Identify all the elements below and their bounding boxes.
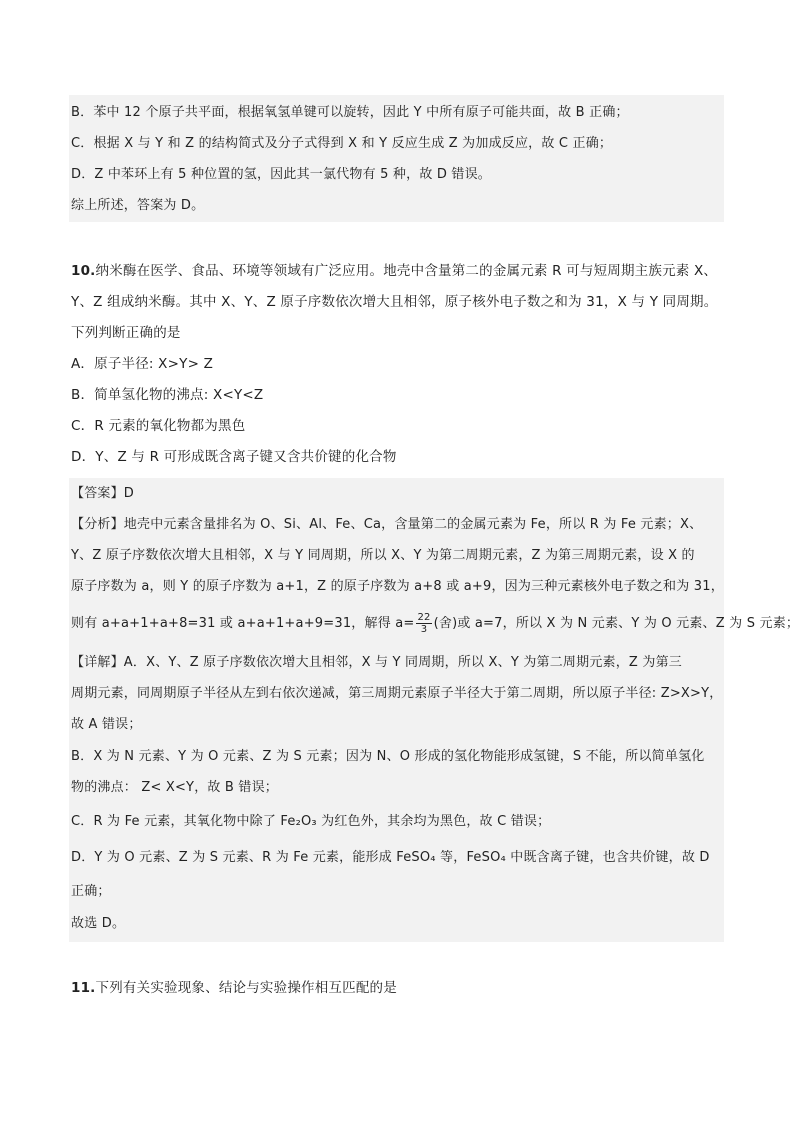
q10-option-d: D．Y、Z 与 R 可形成既含离子键又含共价键的化合物	[71, 449, 397, 465]
prev-analysis-line-d: D．Z 中苯环上有 5 种位置的氢，因此其一氯代物有 5 种，故 D 错误。	[71, 167, 491, 182]
q11-number: 11.	[71, 980, 96, 996]
q10-detail-line-3: 故 A 错误；	[71, 717, 142, 732]
q10-analysis-line-2: Y、Z 原子序数依次增大且相邻，X 与 Y 同周期，所以 X、Y 为第二周期元素，Z 为第三周期元素，设 X 的	[71, 548, 695, 563]
prev-analysis-summary: 综上所述，答案为 D。	[71, 198, 205, 213]
q10-analysis-line-3: 原子序数为 a，则 Y 的原子序数为 a+1，Z 的原子序数为 a+8 或 a+9，因为三种元素核外电子数之和为 31，	[71, 579, 724, 594]
q10-option-c: C．R 元素的氧化物都为黑色	[71, 418, 246, 434]
q10-analysis-line-4: 则有 a+a+1+a+8=31 或 a+a+1+a+9=31，解得 a= $\frac{22}{3}$ (舍)或 a=7，所以 X 为 N 元素、Y 为 O 元素、Z 为 S 元素；	[71, 612, 799, 635]
q10-answer: 【答案】D	[71, 486, 135, 501]
q10-stem-line-2: Y、Z 组成纳米酶。其中 X、Y、Z 原子序数依次增大且相邻，原子核外电子数之和为 31，X 与 Y 同周期。	[71, 294, 718, 310]
q10-number: 10.	[71, 263, 96, 279]
q10-option-a: A．原子半径: X>Y> Z	[71, 356, 214, 372]
q10-stem-line-3: 下列判断正确的是	[71, 325, 181, 341]
q10-detail-line-7: D．Y 为 O 元素、Z 为 S 元素、R 为 Fe 元素，能形成 FeSO₄ 等，FeSO₄ 中既含离子键，也含共价键，故 D	[71, 850, 710, 865]
q11-stem: 11.下列有关实验现象、结论与实验操作相互匹配的是	[71, 980, 397, 996]
q10-detail-line-8: 正确；	[71, 884, 111, 899]
prev-analysis-line-b: B．苯中 12 个原子共平面，根据氧氢单键可以旋转，因此 Y 中所有原子可能共面，故 B 正确；	[71, 105, 629, 120]
q10-analysis-line-1: 【分析】地壳中元素含量排名为 O、Si、Al、Fe、Ca，含量第二的金属元素为 Fe，所以 R 为 Fe 元素；X、	[71, 517, 703, 532]
prev-analysis-line-c: C．根据 X 与 Y 和 Z 的结构简式及分子式得到 X 和 Y 反应生成 Z 为加成反应，故 C 正确；	[71, 136, 613, 151]
q10-detail-line-6: C．R 为 Fe 元素，其氧化物中除了 Fe₂O₃ 为红色外，其余均为黑色，故 C 错误；	[71, 814, 551, 829]
q10-detail-line-4: B．X 为 N 元素、Y 为 O 元素、Z 为 S 元素；因为 N、O 形成的氢化物能形成氢键，S 不能，所以简单氢化	[71, 749, 705, 764]
q10-stem-line-1: 10.纳米酶在医学、食品、环境等领域有广泛应用。地壳中含量第二的金属元素 R 可与短周期主族元素 X、	[71, 263, 718, 279]
fraction-22-over-3: $\frac{22}{3}$	[417, 612, 431, 635]
q10-detail-line-9: 故选 D。	[71, 916, 126, 931]
q10-detail-line-2: 周期元素，同周期原子半径从左到右依次递减，第三周期元素原子半径大于第二周期，所以原子半径: Z>X>Y，	[71, 686, 723, 701]
q10-detail-line-1: 【详解】A．X、Y、Z 原子序数依次增大且相邻，X 与 Y 同周期，所以 X、Y 为第二周期元素，Z 为第三	[71, 655, 682, 670]
q10-option-b: B．简单氢化物的沸点: X<Y<Z	[71, 387, 264, 403]
q10-detail-line-5: 物的沸点： Z< X<Y，故 B 错误；	[71, 780, 278, 795]
